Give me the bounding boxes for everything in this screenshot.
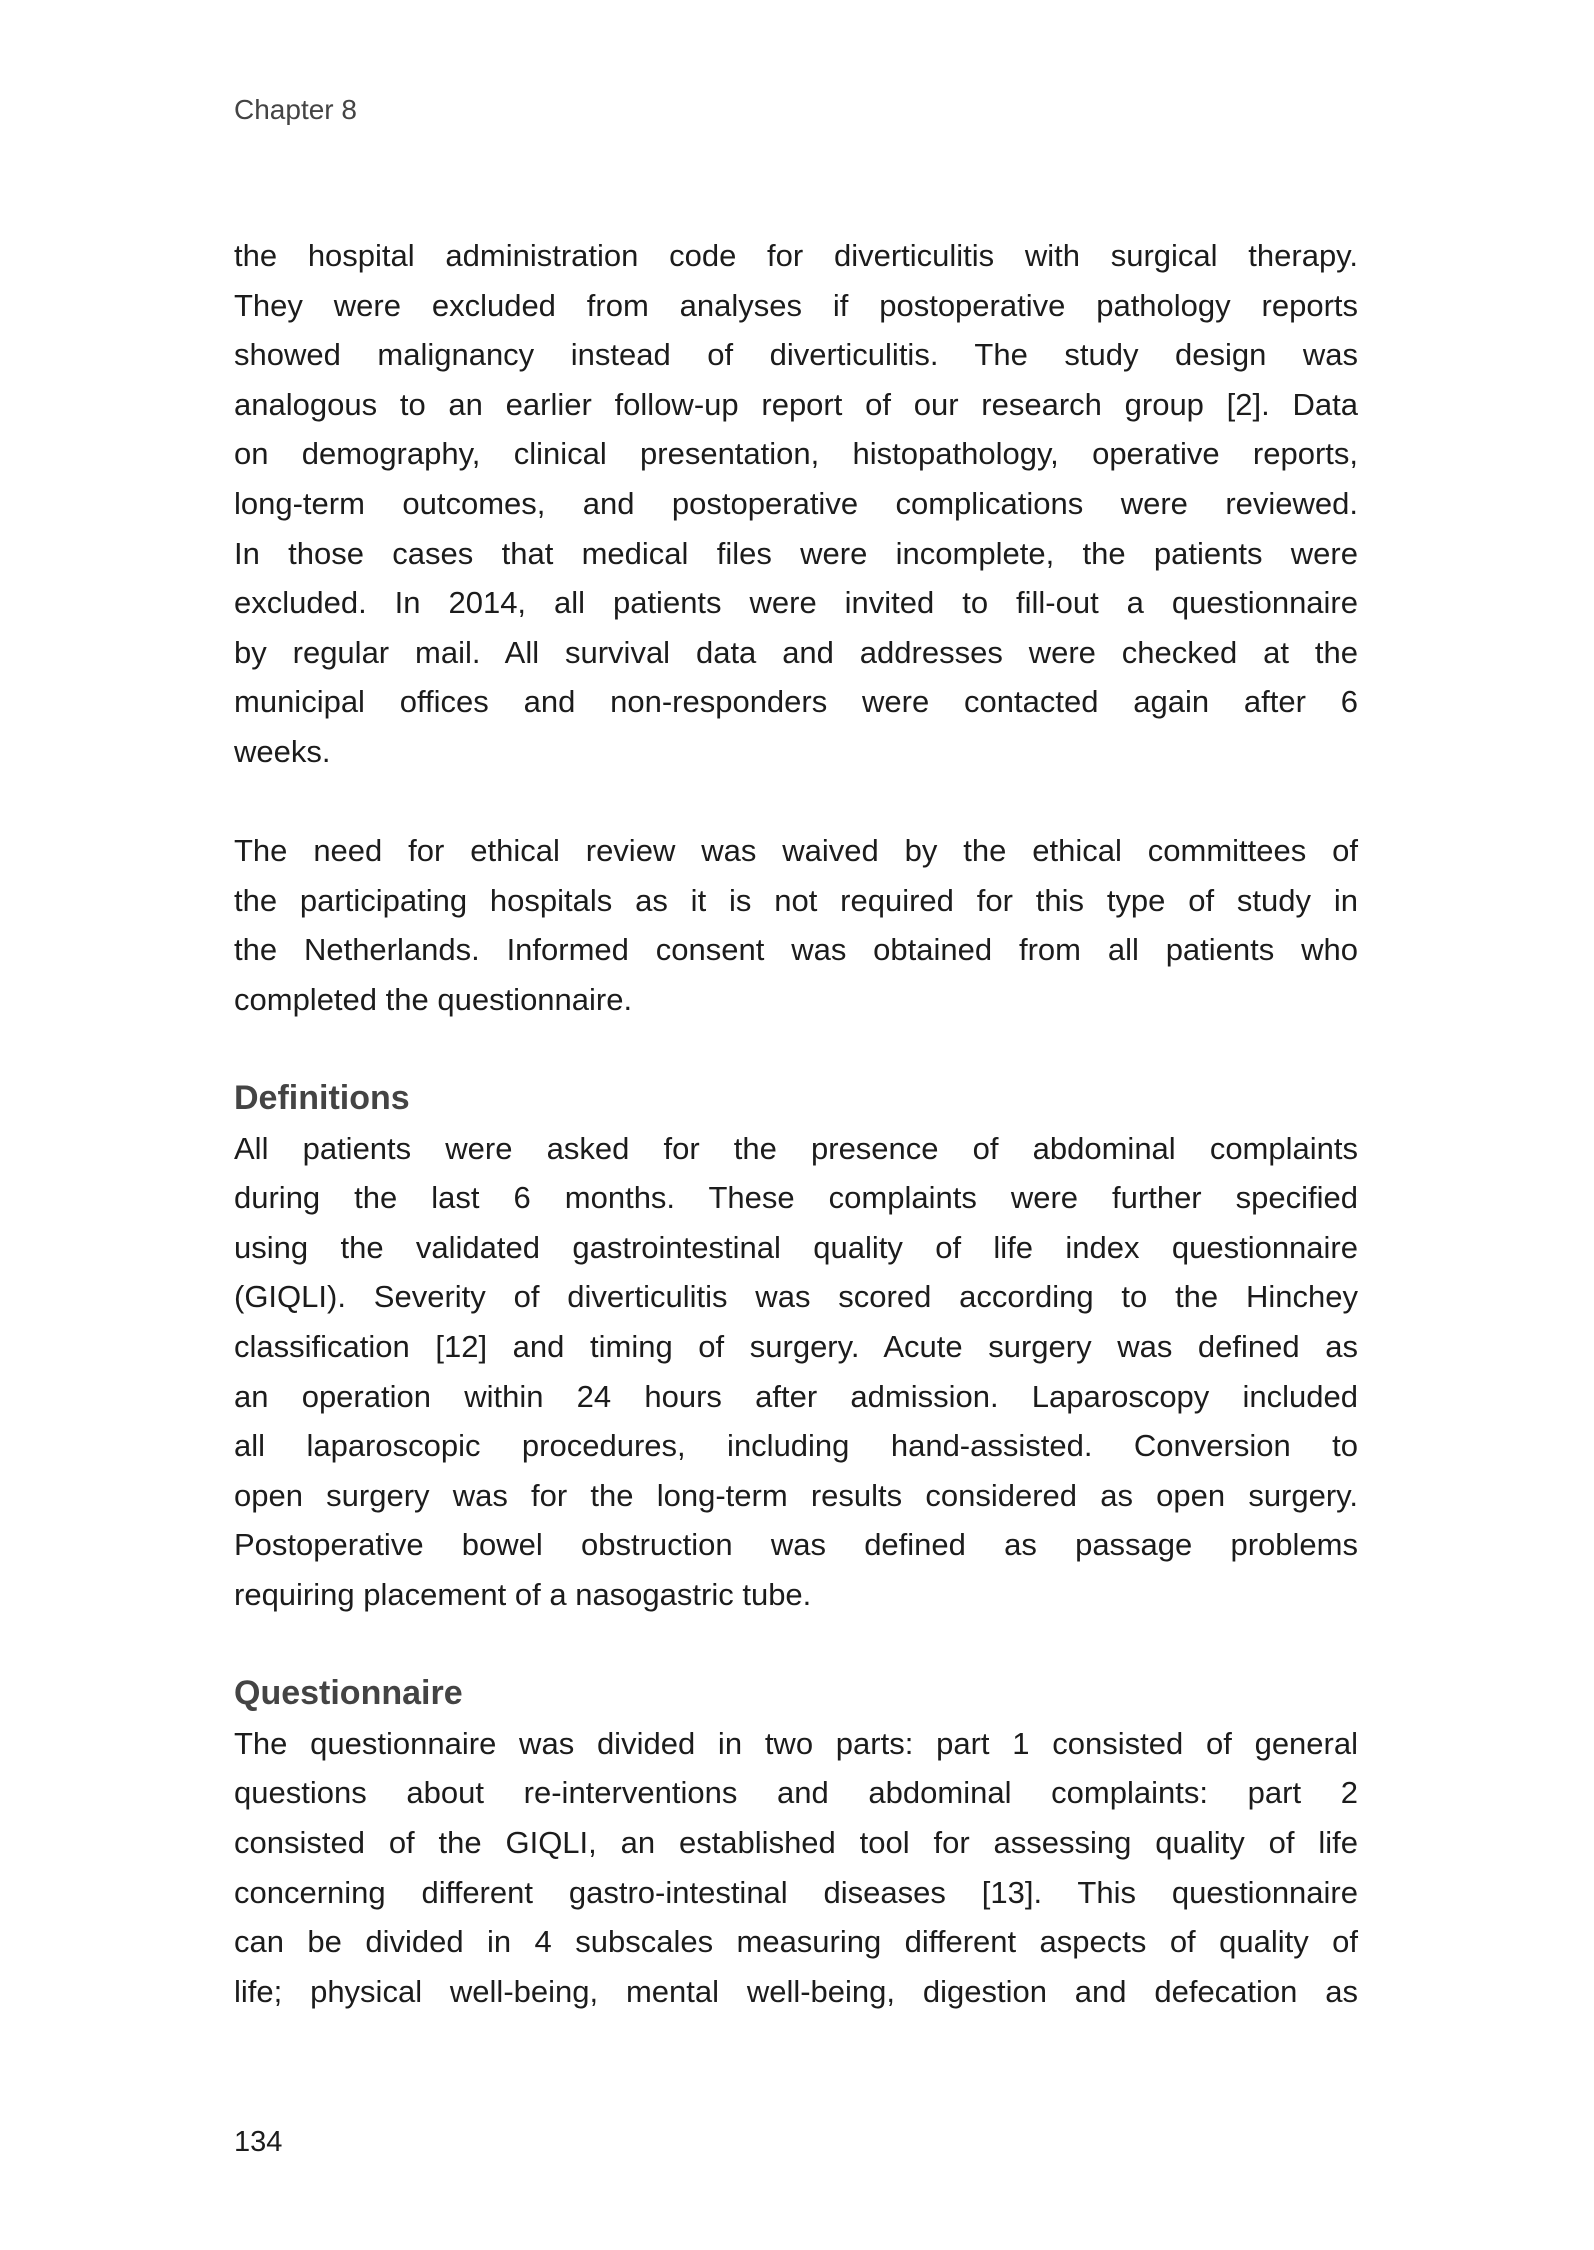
text-line: classification [12] and timing of surgery. Acute surgery was defined as [234, 1329, 1358, 1365]
text-line: requiring placement of a nasogastric tube. [234, 1577, 812, 1613]
text-line: weeks. [234, 733, 331, 769]
text-line: concerning different gastro-intestinal diseases [13]. This questionnaire [234, 1874, 1358, 1910]
text-line: long-term outcomes, and postoperative complications were reviewed. [234, 485, 1358, 521]
text-line: excluded. In 2014, all patients were invited to fill-out a questionnaire [234, 585, 1358, 621]
text-line: the Netherlands. Informed consent was obtained from all patients who [234, 932, 1358, 968]
text-line: The need for ethical review was waived by the ethical committees of [234, 833, 1358, 869]
paragraph [234, 1124, 1358, 1620]
text-line: all laparoscopic procedures, including hand-assisted. Conversion to [234, 1428, 1358, 1464]
paragraph-spacer [234, 1025, 1358, 1075]
text-line: They were excluded from analyses if postoperative pathology reports [234, 287, 1358, 323]
text-line: consisted of the GIQLI, an established tool for assessing quality of life [234, 1825, 1358, 1860]
text-line: an operation within 24 hours after admission. Laparoscopy included [234, 1378, 1358, 1414]
paragraph-spacer [234, 1620, 1358, 1670]
paragraph [234, 1719, 1358, 2017]
text-line: municipal offices and non-responders were contacted again after 6 [234, 684, 1358, 720]
paragraph-spacer [234, 777, 1358, 827]
text-line: life; physical well-being, mental well-being, digestion and defecation as [234, 1973, 1358, 2009]
text-line: the participating hospitals as it is not required for this type of study in [234, 882, 1358, 918]
text-line: completed the questionnaire. [234, 981, 633, 1017]
paragraph [234, 231, 1358, 777]
text-line: on demography, clinical presentation, histopathology, operative reports, [234, 436, 1358, 472]
body-text [234, 231, 1358, 2016]
text-line: using the validated gastrointestinal quality of life index questionnaire [234, 1229, 1358, 1265]
text-line: analogous to an earlier follow-up report of our research group [2]. Data [234, 386, 1358, 422]
text-line: the hospital administration code for diverticulitis with surgical therapy. [234, 238, 1358, 273]
text-line: during the last 6 months. These complaints were further specified [234, 1180, 1358, 1216]
text-line: (GIQLI). Severity of diverticulitis was scored according to the Hinchey [234, 1279, 1358, 1315]
text-line: In those cases that medical files were incomplete, the patients were [234, 535, 1358, 571]
text-line: can be divided in 4 subscales measuring different aspects of quality of [234, 1924, 1358, 1960]
text-line: by regular mail. All survival data and addresses were checked at the [234, 634, 1358, 670]
text-line: showed malignancy instead of diverticulitis. The study design was [234, 337, 1358, 373]
section-heading: Definitions [234, 1079, 410, 1118]
text-line: All patients were asked for the presence of abdominal complaints [234, 1130, 1358, 1166]
text-line: Postoperative bowel obstruction was defined as passage problems [234, 1527, 1358, 1563]
section-heading: Questionnaire [234, 1674, 463, 1713]
paragraph [234, 826, 1358, 1024]
text-line: questions about re-interventions and abdominal complaints: part 2 [234, 1775, 1358, 1811]
text-line: The questionnaire was divided in two parts: part 1 consisted of general [234, 1725, 1358, 1761]
running-head: Chapter 8 [234, 94, 357, 125]
page-number: 134 [234, 2126, 283, 2158]
text-line: open surgery was for the long-term results considered as open surgery. [234, 1477, 1358, 1513]
